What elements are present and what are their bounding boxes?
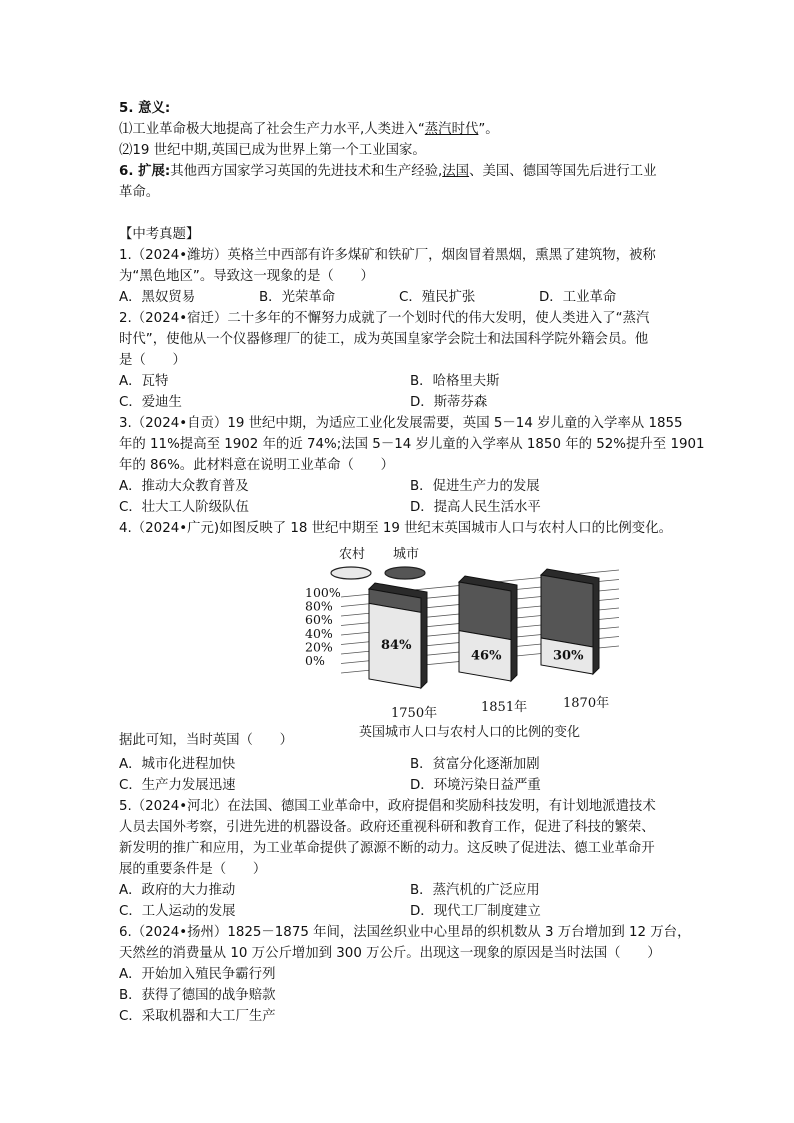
- question-5-stem: 5.（2024•河北）在法国、德国工业革命中，政府提倡和奖励科技发明，有计划地派遣技术: [119, 799, 656, 814]
- section-5-point-2: ⑵19 世纪中期,英国已成为世界上第一个工业国家。: [119, 143, 426, 158]
- option-b: B．蒸汽机的广泛应用: [410, 883, 540, 898]
- france-term: 法国: [442, 164, 470, 179]
- bar-urban-1851年: [459, 582, 511, 640]
- question-3-stem: 3.（2024•自贡）19 世纪中期，为适应工业化发展需要，英国 5－14 岁儿童的入学率从 1855: [119, 416, 683, 431]
- data-label: 30%: [553, 648, 584, 664]
- x-tick-label: 1750年: [391, 706, 438, 721]
- question-5-options-ab: [119, 880, 679, 901]
- steam-era-term: 蒸汽时代: [424, 122, 479, 137]
- y-tick-label: 100%: [305, 585, 341, 600]
- option-c: C．爱迪生: [119, 395, 182, 410]
- chart-legend: [331, 546, 425, 579]
- option-b: B．哈格里夫斯: [410, 374, 500, 389]
- question-6-stem-cont: 天然丝的消费量从 10 万公斤增加到 300 万公斤。出现这一现象的原因是当时法国（ ）: [119, 946, 661, 961]
- option-c: C．采取机器和大工厂生产: [119, 1009, 276, 1024]
- x-tick-label: 1851年: [481, 700, 528, 715]
- population-ratio-chart: [119, 539, 679, 729]
- option-d: D．环境污染日益严重: [410, 778, 541, 793]
- question-3-options-ab: [119, 476, 679, 497]
- question-1-stem: 1.（2024•潍坊）英格兰中西部有许多煤矿和铁矿厂，烟囱冒着黑烟，熏黑了建筑物，被称: [119, 248, 656, 263]
- section-6-paragraph-cont: 革命。: [119, 185, 160, 200]
- question-5-stem-cont-2: 新发明的推广和应用，为工业革命提供了源源不断的动力。这反映了促进法、德工业革命开: [119, 841, 655, 856]
- option-a: A．瓦特: [119, 374, 169, 389]
- chart-y-ticks: [305, 585, 341, 668]
- option-a: A．推动大众教育普及: [119, 479, 249, 494]
- question-2-stem: 2.（2024•宿迁）二十多年的不懈努力成就了一个划时代的伟大发明，使人类进入了“蒸汽: [119, 311, 650, 326]
- question-3-options-cd: [119, 497, 679, 518]
- legend-label-urban: 城市: [393, 547, 420, 562]
- option-c: C．生产力发展迅速: [119, 778, 236, 793]
- question-5-stem-cont: 人员去国外考察，引进先进的机器设备。政府还重视科研和教育工作，促进了科技的繁荣、: [119, 820, 655, 835]
- legend-label-rural: 农村: [339, 547, 366, 562]
- option-c: C．工人运动的发展: [119, 904, 236, 919]
- question-2-options-ab: [119, 371, 679, 392]
- question-4-stem-end: 据此可知，当时英国（ ）: [119, 733, 294, 748]
- option-d: D．斯蒂芬森: [410, 395, 488, 410]
- question-1-options: [119, 287, 679, 308]
- question-5-options-cd: [119, 901, 679, 922]
- question-2-options-cd: [119, 392, 679, 413]
- question-2-stem-end: 是（ ）: [119, 353, 186, 368]
- section-5-heading: 5. 意义:: [119, 101, 171, 116]
- option-b: B．光荣革命: [259, 290, 336, 305]
- question-4-options-ab: [119, 754, 679, 775]
- option-b: B．获得了德国的战争赔款: [119, 988, 276, 1003]
- option-a: A．政府的大力推动: [119, 883, 236, 898]
- y-tick-label: 20%: [305, 639, 333, 655]
- question-3-stem-end: 年的 86%。此材料意在说明工业革命（ ）: [119, 458, 395, 473]
- option-a: A．城市化进程加快: [119, 757, 236, 772]
- option-c: C．壮大工人阶级队伍: [119, 500, 249, 515]
- chart-canvas: [119, 539, 679, 729]
- question-2-stem-cont: 时代”，使他从一个仪器修理厂的徒工，成为英国皇家学会院士和法国科学院外籍会员。他: [119, 332, 649, 347]
- chart-caption: 英国城市人口与农村人口的比例的变化: [359, 725, 581, 740]
- exam-questions-title: 【中考真题】: [119, 227, 200, 242]
- option-a: A．开始加入殖民争霸行列: [119, 967, 276, 982]
- option-d: D．工业革命: [539, 290, 617, 305]
- x-tick-label: 1870年: [563, 696, 610, 711]
- legend-swatch-urban: [385, 567, 425, 579]
- y-tick-label: 0%: [305, 653, 325, 668]
- bar-urban-1870年: [541, 575, 593, 647]
- chart-x-labels: [391, 695, 609, 721]
- y-tick-label: 80%: [305, 598, 333, 614]
- option-d: D．现代工厂制度建立: [410, 904, 541, 919]
- option-b: B．促进生产力的发展: [410, 479, 540, 494]
- option-a: A．黑奴贸易: [119, 290, 196, 305]
- section-5-point-1: ⑴工业革命极大地提高了社会生产力水平,人类进入“蒸汽时代”。: [119, 122, 499, 137]
- question-5-stem-end: 展的重要条件是（ ）: [119, 862, 267, 877]
- y-tick-label: 40%: [305, 625, 333, 641]
- question-4-stem: 4.（2024•广元)如图反映了 18 世纪中期至 19 世纪末英国城市人口与农村人口的比例变化。: [119, 521, 672, 536]
- question-6-stem: 6.（2024•扬州）1825－1875 年间，法国丝织业中心里昂的织机数从 3 万台增加到 12 万台，: [119, 925, 691, 940]
- chart-bars: [369, 569, 599, 688]
- question-1-stem-cont: 为“黑色地区”。导致这一现象的是（ ）: [119, 269, 374, 284]
- data-label: 84%: [381, 638, 412, 654]
- legend-swatch-rural: [331, 567, 371, 579]
- y-tick-label: 60%: [305, 612, 333, 628]
- section-6-heading: 6. 扩展:: [119, 164, 171, 179]
- option-c: C．殖民扩张: [399, 290, 476, 305]
- data-label: 46%: [471, 648, 502, 664]
- question-4-options-cd: [119, 775, 679, 796]
- section-6-paragraph: 6. 扩展:其他西方国家学习英国的先进技术和生产经验,法国、美国、德国等国先后进行工业: [119, 164, 657, 179]
- document-page: [119, 98, 705, 1027]
- option-d: D．提高人民生活水平: [410, 500, 541, 515]
- question-3-stem-cont: 年的 11%提高至 1902 年的近 74%;法国 5－14 岁儿童的入学率从 1850 年的 52%提升至 1901: [119, 437, 705, 452]
- option-b: B．贫富分化逐渐加剧: [410, 757, 540, 772]
